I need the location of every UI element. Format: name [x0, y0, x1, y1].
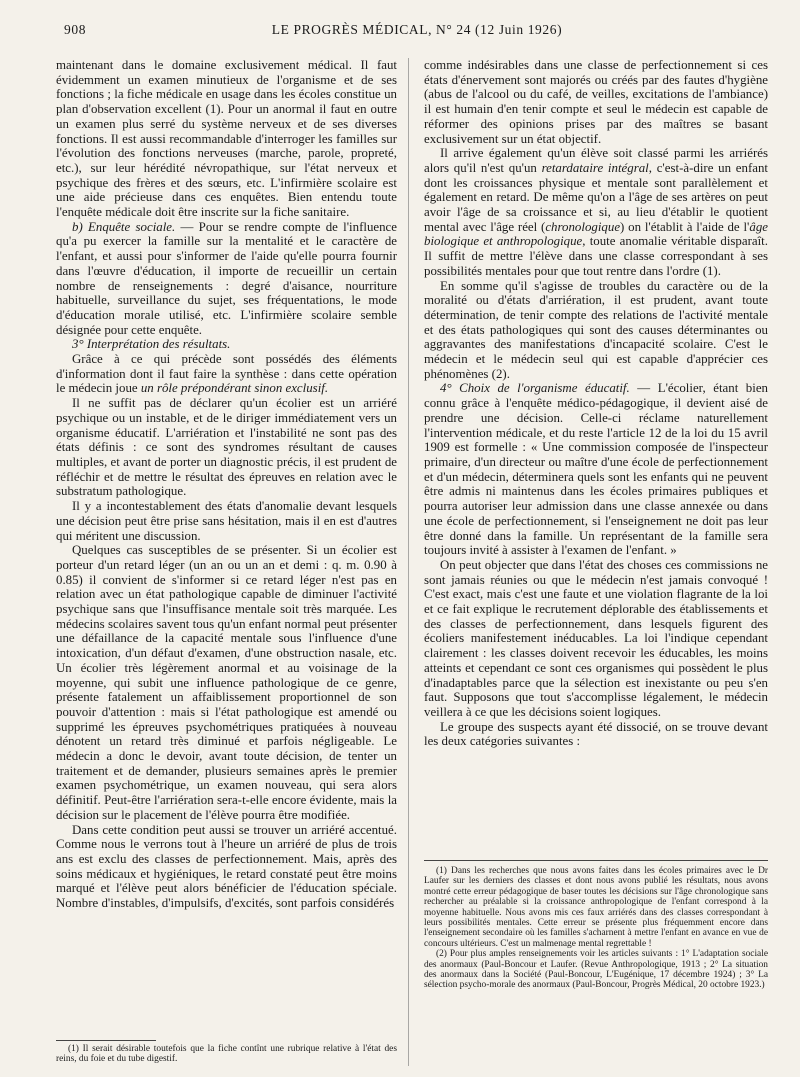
paragraph: maintenant dans le domaine exclusivement médical. Il faut évidemment un examen minutieux de l'organisme et de ses fonctions ; la fiche médicale en usage dans les écoles constitue un plan d'observation excellent (1). Pour un anormal il faut en outre un examen plus serré du système nerveux et de ses diverses fonctions. Il est aussi recommandable d'interroger les familles sur l'évolution des fonctions nerveuses (marche, parole, propreté, etc.), sur leur hérédité névropathique, sur l'état nerveux et psychique des frères et des sœurs, etc. L'infirmière scolaire est une aide précieuse dans ces enquêtes. Bien entendu toute l'enquête médicale doit être inscrite sur la fiche sanitaire. — [56, 58, 397, 220]
paragraph-text: — Pour se rendre compte de l'influence qu'a pu exercer la famille sur la mentalité et le caractère de l'enfant, et aussi pour s'informer de l'aide qu'elle pourra fournir dans l'œuvre d'éducation, il importe de recueillir un certain nombre de renseignements : degré d'aisance, nourriture habituelle, surveillance du sujet, ses fréquentations, le mode d'éducation morale utilisé, etc. L'infirmière scolaire semble désignée pour cette enquête. — [56, 219, 397, 337]
section-heading: 3° Interprétation des résultats. — [72, 337, 231, 352]
paragraph: Dans cette condition peut aussi se trouver un arriéré accentué. Comme nous le verrons tout à l'heure un arriéré de plus de trois ans est exclu des classes de perfectionnement. Mais, après des soins médicaux et hygiéniques, le retard constaté peut être moins marqué et l'élève peut alors bénéficier de l'éducation spéciale. Nombre d'instables, d'impulsifs, d'excités, sont parfois considérés — [56, 822, 397, 911]
paragraph-text: ) on l'établit à l'aide de l' — [620, 219, 750, 234]
column-divider — [408, 58, 409, 1066]
paragraph — [424, 381, 768, 557]
paragraph: comme indésirables dans une classe de perfectionnement si ces états d'énervement sont majorés ou créés par des fautes d'hygiène (abus de l'alcool ou du café, de veilles, excitations de l'ambiance) il est humain d'en tenir compte et seul le médecin est capable de réformer des opinions prises par des maîtres se basant exclusivement sur un état objectif. — [424, 58, 768, 146]
paragraph-text: , toute anomalie véritable disparaît. Il suffit de mettre l'élève dans une classe correspondant à ses possibilités mentales pour que tout rentre dans l'ordre (1). — [424, 234, 768, 278]
paragraph: On peut objecter que dans l'état des choses ces commissions ne sont jamais réunies ou que le médecin n'est jamais convoqué ! C'est exact, mais c'est une faute et une violation flagrante de la loi et ce fait explique le recrutement déplorable des établissements et des classes de perfectionnement, dans lesquels figurent des écoliers manifestement inéducables. La loi l'indique cependant clairement : les classes doivent recevoir les éducables, les moins atteints et cependant ce sont ces organismes qui possèdent le plus d'inadaptables parce que la sélection est inexistante ou peu s'en faut. Supposons que tout s'accomplisse légalement, le médecin veillera à ce que les décisions soient logiques. — [424, 557, 768, 719]
emphasis: un rôle prépondérant sinon exclusif. — [140, 381, 329, 396]
section-heading: 4° Choix de l'organisme éducatif. — [440, 381, 630, 396]
emphasis: retardataire intégral — [541, 160, 649, 175]
footnote: (1) Il serait désirable toutefois que la fiche contînt une rubrique relative à l'état des reins, du foie et du tube digestif. — [56, 1044, 397, 1065]
paragraph — [56, 352, 397, 396]
paragraph-text: Grâce à ce qui précède sont possédés des éléments d'information dont il faut faire la synthèse : dans cette opération le médecin joue — [56, 352, 397, 396]
footnote: (1) Dans les recherches que nous avons faites dans les écoles primaires avec le Dr Laufer sur les derniers des classes et dont nous avons publié les résultats, nous avons montré cette erreur pédagogique de baser toutes les décisions sur l'âge chronologique sans rechercher au préalable si la croissance anthropologique de l'enfant correspond à la moyenne habituelle. Nous avons mis ces faux arriérés dans des classes correspondant à leurs possibilités mentales. Cette erreur se présente plus fréquemment encore dans l'enseignement secondaire où les familles s'acharnent à mettre l'enfant en avance en vue de concours ultérieurs. C'est un malmenage mental regrettable ! — [424, 866, 768, 949]
emphasis: chronologique — [545, 219, 621, 234]
running-header — [64, 22, 770, 42]
paragraph: En somme qu'il s'agisse de troubles du caractère ou de la moralité ou d'états d'arriération, il est prudent, avant toute détermination, de tenir compte des relations de l'activité mentale et des états pathologiques qui sont des causes déterminantes ou aggravantes des manifestations d'incapacité scolaire. C'est le médecin et le médecin seul qui est capable d'apprécier ces phénomènes (2). — [424, 278, 768, 381]
footnote-rule — [424, 860, 768, 861]
paragraph-text: , c'est-à-dire un enfant dont les croissances physique et mentale sont parallèlement et également en retard. De même qu'on a l'âge de ses artères on peut avoir l'âge de sa croissance et si, au lieu d'établir le quotient mental avec l'âge réel ( — [424, 160, 769, 234]
footnote-rule — [56, 1040, 156, 1041]
paragraph: Le groupe des suspects ayant été dissocié, on se trouve devant les deux catégories suivantes : — [424, 719, 768, 749]
paragraph — [56, 220, 397, 338]
left-footnotes — [56, 1044, 397, 1065]
emphasis: âge biologique et anthropologique — [424, 219, 768, 249]
paragraph: Il ne suffit pas de déclarer qu'un écolier est un arriéré psychique ou un instable, et de le diriger immédiatement vers un organisme éducatif. L'arriération et l'instabilité ne sont pas des états définis : ce sont des syndromes résultant de causes multiples, et avant de porter un diagnostic précis, il est prudent de réfléchir et de mettre le résultat des épreuves en relation avec le substratum pathologique. — [56, 396, 397, 499]
paragraph-text: Il arrive également qu'un élève soit classé parmi les arriérés alors qu'il n'est qu'un — [424, 146, 768, 175]
paragraph — [424, 146, 768, 278]
right-column — [424, 58, 768, 749]
footnote: (2) Pour plus amples renseignements voir les articles suivants : 1° L'adaptation sociale des anormaux (Paul-Boncour et Laufer. (Revue Anthropologique, 1913 ; 2° La situation des anormaux dans la Société (Paul-Boncour, L'Eugénique, 17 décembre 1924) ; 3° La sélection psycho-morale des anormaux (Paul-Boncour, Progrès Médical, 20 octobre 1923.) — [424, 949, 768, 991]
subsection-label: b) Enquête sociale. — [72, 219, 176, 234]
paragraph-text: — L'écolier, étant bien connu grâce à l'enquête médico-pédagogique, il devient aisé de prendre une décision. Celle-ci réclame naturellement l'intervention médicale, et du reste l'article 12 de la loi du 15 avril 1909 est formelle : « Une commission composée de l'inspecteur primaire, d'un directeur ou maître d'une école de perfectionnement et d'un médecin, déterminera quels sont les enfants qui ne peuvent être admis ni maintenus dans les écoles primaires publiques et pourra autoriser leur admission dans une classe annexée ou dans une école de perfectionnement, si l'enseignement ne doit pas leur être donné dans la famille. Un représentant de la famille sera toujours invité à assister à l'examen de l'enfant. » — [424, 381, 769, 558]
page-number: 908 — [64, 22, 87, 37]
paragraph: Quelques cas susceptibles de se présenter. Si un écolier est porteur d'un retard léger (un an ou un an et demi : q. m. 0.90 à 0.85) il convient de s'informer si ce retard léger n'est pas en relation avec un état pathologique capable de diminuer l'activité psychique sans que l'insuffisance mentale soit très marquée. Les médecins scolaires savent tous qu'un enfant normal peut présenter une défaillance de la capacité mentale sous l'influence d'une intoxication, d'un défaut d'examen, d'une obstruction nasale, etc. Un écolier très légèrement anormal et au voisinage de la moyenne, qui subit une influence pathologique de ce genre, présente fatalement un affaiblissement proportionnel de son pouvoir d'attention : mais si l'état pathologique est amendé ou supprimé les épreuves psychométriques pratiquées à nouveau dénotent un retard très diminué et parfois négligeable. Le médecin a donc le devoir, avant toute décision, de tenter un traitement et de demander, plusieurs semaines après le premier examen psychométrique, un examen nouveau, qui sera alors définitif. Peut-être l'arriération sera-t-elle encore évidente, mais la décision sur le placement de l'élève pourra être modifiée. — [56, 543, 397, 822]
left-column — [56, 58, 397, 911]
paragraph: Il y a incontestablement des états d'anomalie devant lesquels une décision peut être prise sans hésitation, mais il en est d'autres qui méritent une discussion. — [56, 499, 397, 543]
right-footnotes — [424, 866, 768, 991]
journal-title: LE PROGRÈS MÉDICAL, N° 24 (12 Juin 1926) — [271, 22, 563, 37]
